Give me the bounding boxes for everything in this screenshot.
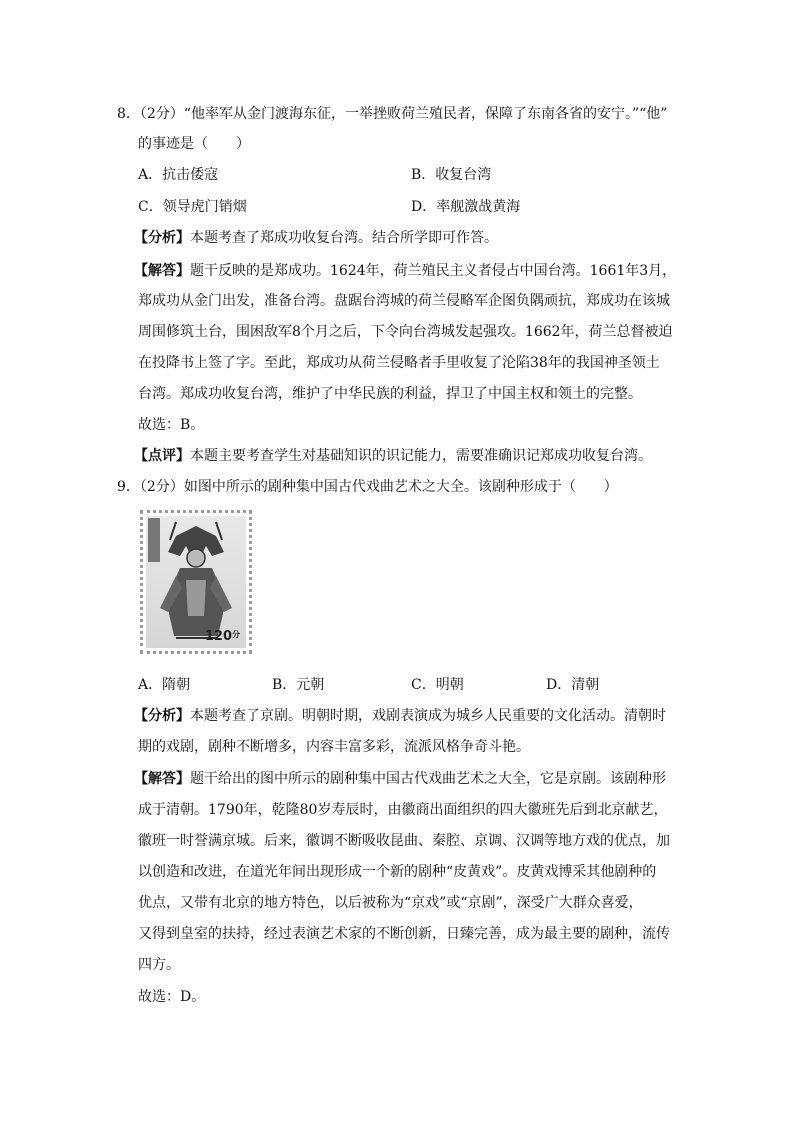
- q8-answer-line-2: 郑成功从金门出发，准备台湾。盘踞台湾城的荷兰侵略军企图负隅顽抗，郑成功在该城: [138, 293, 670, 309]
- q8-stem-line-1: 8．（2分）“他率军从金门渡海东征，一举挫败荷兰殖民者，保障了东南各省的安宁。”“他”: [117, 106, 668, 122]
- q9-answer-tag: 【解答】: [134, 771, 190, 787]
- q8-option-d: D．率舰激战黄海: [411, 199, 521, 215]
- q8-comment: [134, 446, 652, 466]
- q9-option-a: A．隋朝: [138, 677, 191, 693]
- q9-analysis-line-1: [134, 706, 666, 726]
- q9-answer-line-2: 成于清朝。1790年，乾隆80岁寿辰时，由徽商出面组织的四大徽班先后到北京献艺，: [138, 802, 668, 818]
- stamp-value-unit: 分: [232, 630, 240, 639]
- q9-option-b: B．元朝: [272, 677, 325, 693]
- q9-answer-text-1: 题干给出的图中所示的剧种集中国古代戏曲艺术之大全，它是京剧。该剧种形: [190, 771, 666, 787]
- q9-answer-line-4: 以创造和改进，在道光年间出现形成一个新的剧种“皮黄戏”。皮黄戏博采其他剧种的: [138, 864, 657, 880]
- q9-analysis-text-1: 本题考查了京剧。明朝时期，戏剧表演成为城乡人民重要的文化活动。清朝时: [190, 708, 666, 724]
- q8-stem-line-2: 的事迹是（ ）: [138, 136, 250, 152]
- stamp-artwork: [146, 516, 246, 648]
- q8-comment-tag: 【点评】: [134, 448, 190, 464]
- q8-answer-line-5: 台湾。郑成功收复台湾，维护了中华民族的利益，捍卫了中国主权和领土的完整。: [138, 386, 642, 402]
- stamp-face-value: [205, 629, 240, 644]
- q9-answer-line-3: 徽班一时誉满京城。后来，徽调不断吸收昆曲、秦腔、京调、汉调等地方戏的优点，加: [138, 833, 670, 849]
- q8-choice: 故选：B。: [138, 417, 205, 433]
- peking-opera-stamp-image: [140, 510, 252, 654]
- q8-answer-text-1: 题干反映的是郑成功。1624年，荷兰殖民主义者侵占中国台湾。1661年3月，: [190, 263, 677, 279]
- q9-analysis-line-2: 期的戏剧，剧种不断增多，内容丰富多彩，流派风格争奇斗艳。: [138, 739, 530, 755]
- q8-answer-tag: 【解答】: [134, 263, 190, 279]
- q8-analysis-text: 本题考查了郑成功收复台湾。结合所学即可作答。: [190, 230, 498, 246]
- stamp-title-block: [148, 518, 160, 562]
- q8-answer-line-4: 在投降书上签了字。至此，郑成功从荷兰侵略者手里收复了沦陷38年的我国神圣领土: [138, 355, 660, 371]
- q9-option-c: C．明朝: [411, 677, 464, 693]
- q9-analysis-tag: 【分析】: [134, 708, 190, 724]
- q9-answer-line-6: 又得到皇室的扶持，经过表演艺术家的不断创新，日臻完善，成为最主要的剧种，流传: [138, 926, 670, 942]
- q8-comment-text: 本题主要考查学生对基础知识的识记能力，需要准确识记郑成功收复台湾。: [190, 448, 652, 464]
- q8-analysis: [134, 228, 498, 248]
- q8-option-c: C．领导虎门销烟: [138, 199, 247, 215]
- q9-answer-line-7: 四方。: [138, 957, 180, 973]
- stamp-value-number: 120: [204, 629, 232, 644]
- q9-option-d: D．清朝: [546, 677, 600, 693]
- q9-choice: 故选：D。: [138, 989, 206, 1005]
- q8-option-b: B．收复台湾: [411, 167, 492, 183]
- q9-answer-line-1: [134, 769, 666, 789]
- q8-answer-line-3: 周围修筑土台，围困敌军8个月之后，下令向台湾城发起强攻。1662年，荷兰总督被迫: [138, 324, 673, 340]
- q8-answer-line-1: [134, 261, 676, 281]
- q8-option-a: A．抗击倭寇: [138, 167, 219, 183]
- q9-answer-line-5: 优点，又带有北京的地方特色，以后被称为“京戏”或“京剧”，深受广大群众喜爱，: [138, 895, 643, 911]
- q9-stem: 9．（2分）如图中所示的剧种集中国古代戏曲艺术之大全。该剧种形成于（ ）: [117, 479, 618, 495]
- q8-analysis-tag: 【分析】: [134, 230, 190, 246]
